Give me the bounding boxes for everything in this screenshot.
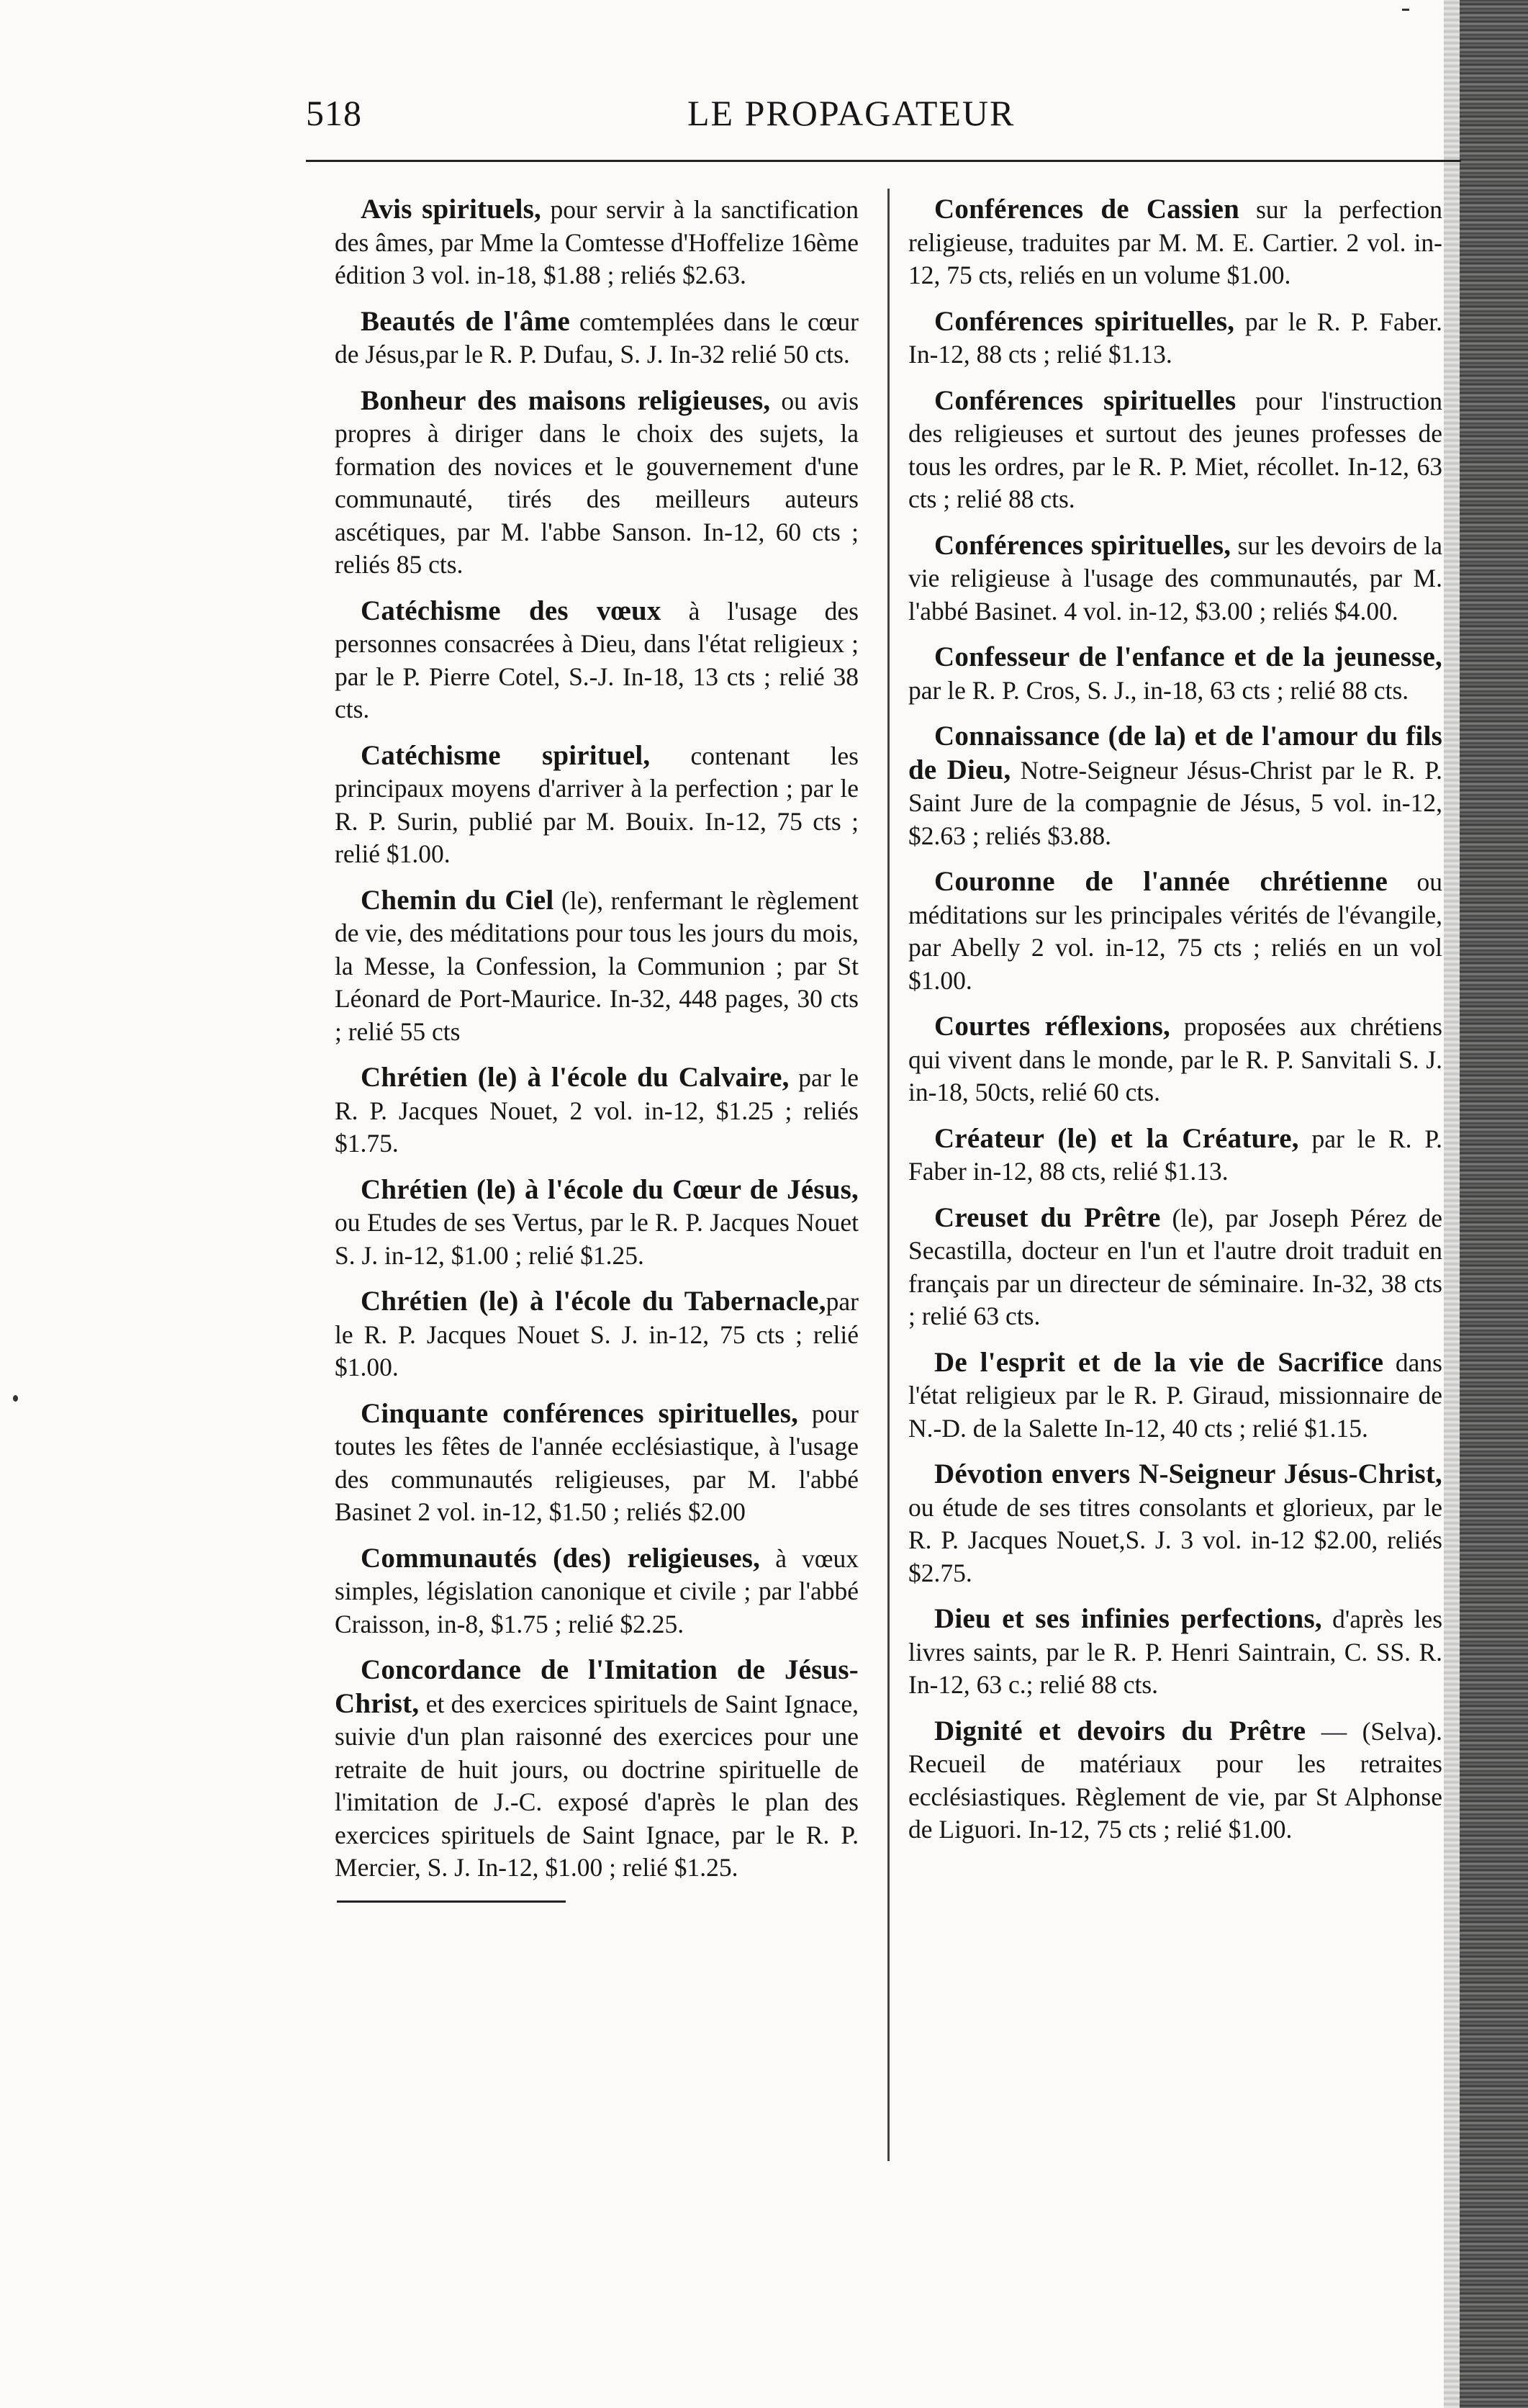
entry-text: comtemplées dans le cœur de Jésus,par le R. P. Dufau, S. J. In-32 relié 50 cts. <box>335 307 859 369</box>
entry-title: Catéchisme spirituel, <box>361 739 651 771</box>
scan-edge <box>1460 0 1528 2408</box>
catalog-entry <box>908 1458 1442 1589</box>
entry-text: sur la perfection religieuse, traduites par M. M. E. Cartier. 2 vol. in-12, 75 cts, reliés en un volume $1.00. <box>908 195 1442 289</box>
catalog-entry <box>908 1715 1442 1846</box>
entry-text: par le R. P. Jacques Nouet, 2 vol. in-12, $1.25 ; reliés $1.75. <box>335 1063 859 1158</box>
entry-text: par le R. P. Cros, S. J., in-18, 63 cts ; relié 88 cts. <box>908 675 1409 705</box>
entry-text: par le R. P. Faber. In-12, 88 cts ; relié $1.13. <box>908 307 1442 369</box>
entry-text: ou étude de ses titres consolants et glorieux, par le R. P. Jacques Nouet,S. J. 3 vol. in-12 $2.00, reliés $2.75. <box>908 1492 1442 1587</box>
entry-text: proposées aux chrétiens qui vivent dans le monde, par le R. P. Sanvitali S. J. in-18, 50cts, relié 60 cts. <box>908 1012 1442 1106</box>
entry-text: pour l'instruction des religieuses et surtout des jeunes professes de tous les ordres, par le R. P. Miet, récollet. In-12, 63 cts ; relié 88 cts. <box>908 386 1442 513</box>
entry-title: Connaissance (de la) et de l'amour du fils de Dieu, <box>908 721 1442 785</box>
entry-text: sur les devoirs de la vie religieuse à l'usage des communautés, par M. l'abbé Basinet. 4 vol. in-12, $3.00 ; reliés $4.00. <box>908 531 1442 626</box>
catalog-entry <box>908 1122 1442 1189</box>
catalog-entry <box>335 1654 859 1885</box>
entry-title: Cinquante conférences spirituelles, <box>361 1397 799 1429</box>
section-rule <box>337 1900 566 1903</box>
catalog-entry <box>335 739 859 871</box>
catalog-entry <box>908 1346 1442 1446</box>
entry-text: et des exercices spirituels de Saint Ignace, suivie d'un plan raisonné des exercices pour une retraite de huit jours, ou doctrine spirituelle de l'imitation de J.-C. exposé d'après le plan des exercices spirituels de Saint Ignace, par le R. P. Mercier, S. J. In-12, $1.00 ; relié $1.25. <box>335 1689 859 1882</box>
column-divider <box>887 189 890 2161</box>
entry-text: d'après les livres saints, par le R. P. Henri Saintrain, C. SS. R. In-12, 63 c.; relié 88 cts. <box>908 1605 1443 1699</box>
catalog-entry <box>908 1201 1442 1333</box>
entry-title: Créateur (le) et la Créature, <box>934 1122 1299 1154</box>
entry-text: pour toutes les fêtes de l'année ecclésiastique, à l'usage des communautés religieuses, par M. l'abbé Basinet 2 vol. in-12, $1.50 ; reliés $2.00 <box>335 1399 859 1526</box>
entry-text: par le R. P. Jacques Nouet S. J. in-12, 75 cts ; relié $1.00. <box>335 1287 859 1381</box>
entry-title: Concordance de l'Imitation de Jésus-Christ, <box>335 1654 859 1719</box>
entry-title: Creuset du Prêtre <box>934 1201 1161 1233</box>
catalog-entry <box>908 193 1442 292</box>
catalog-entry <box>335 305 859 371</box>
scan-mark <box>1402 9 1409 11</box>
catalog-entry <box>335 595 859 726</box>
catalog-entry <box>335 884 859 1049</box>
catalog-entry <box>908 865 1442 997</box>
entry-text: Notre-Seigneur Jésus-Christ par le R. P. Saint Jure de la compagnie de Jésus, 5 vol. in-12, $2.63 ; reliés $3.88. <box>908 755 1443 850</box>
entry-title: Chrétien (le) à l'école du Tabernacle, <box>361 1286 826 1317</box>
catalog-entry <box>335 1061 859 1160</box>
entry-title: Avis spirituels, <box>361 194 541 225</box>
catalog-entry <box>335 1397 859 1529</box>
entry-title: Dieu et ses infinies perfections, <box>934 1603 1322 1634</box>
page-number: 518 <box>306 93 362 133</box>
catalog-entry <box>335 193 859 292</box>
catalog-entry <box>335 1173 859 1273</box>
catalog-entry <box>335 1285 859 1384</box>
entry-text: à vœux simples, législation canonique et civile ; par l'abbé Craisson, in-8, $1.75 ; relié $2.25. <box>335 1543 859 1638</box>
running-head: LE PROPAGATEUR <box>687 93 1016 133</box>
entry-title: De l'esprit et de la vie de Sacrifice <box>934 1346 1384 1378</box>
right-column <box>908 193 1442 1859</box>
entry-text: — (Selva). Recueil de matériaux pour les retraites ecclésiastiques. Règlement de vie, par St Alphonse de Liguori. In-12, 75 cts ; relié $1.00. <box>908 1716 1442 1844</box>
catalog-entry <box>908 1010 1442 1109</box>
entry-title: Conférences spirituelles, <box>934 529 1231 561</box>
entry-title: Conférences spirituelles <box>934 384 1237 416</box>
catalog-entry <box>908 384 1442 516</box>
entry-title: Catéchisme des vœux <box>361 595 661 626</box>
catalog-entry <box>908 529 1442 628</box>
catalog-entry <box>908 1602 1442 1702</box>
entry-text: pour servir à la sanctification des âmes, par Mme la Comtesse d'Hoffelize 16ème édition 3 vol. in-18, $1.88 ; reliés $2.63. <box>335 195 859 289</box>
catalog-entry <box>908 641 1442 707</box>
entry-text: ou avis propres à diriger dans le choix des sujets, la formation des novices et le gouvernement d'une communauté, tirés des meilleurs auteurs ascétiques, par M. l'abbe Sanson. In-12, 60 cts ; reliés 85 cts. <box>335 386 859 579</box>
entry-title: Courtes réflexions, <box>934 1011 1170 1042</box>
entry-title: Confesseur de l'enfance et de la jeunesse, <box>934 641 1442 672</box>
entry-title: Dévotion envers N-Seigneur Jésus-Christ, <box>934 1458 1442 1489</box>
entry-text: ou Etudes de ses Vertus, par le R. P. Jacques Nouet S. J. in-12, $1.00 ; relié $1.25. <box>335 1208 859 1270</box>
scan-edge-shadow <box>1444 0 1460 2408</box>
entry-text: (le), renfermant le règlement de vie, des méditations pour tous les jours du mois, la Messe, la Confession, la Communion ; par St Léonard de Port-Maurice. In-32, 448 pages, 30 cts ; relié 55 cts <box>335 885 859 1046</box>
entry-text: contenant les principaux moyens d'arriver à la perfection ; par le R. P. Surin, publié par M. Bouix. In-12, 75 cts ; relié $1.00. <box>335 741 859 868</box>
entry-title: Couronne de l'année chrétienne <box>934 866 1388 897</box>
entry-title: Conférences de Cassien <box>934 194 1240 225</box>
entry-title: Chrétien (le) à l'école du Cœur de Jésus, <box>361 1173 859 1205</box>
catalog-entry <box>908 305 1442 371</box>
entry-text: dans l'état religieux par le R. P. Giraud, missionnaire de N.-D. de la Salette In-12, 40 cts ; relié $1.15. <box>908 1348 1442 1443</box>
entry-text: par le R. P. Faber in-12, 88 cts, relié $1.13. <box>908 1124 1442 1186</box>
catalog-entry <box>335 384 859 582</box>
catalog-entry <box>335 1542 859 1641</box>
entry-title: Beautés de l'âme <box>361 305 570 337</box>
catalog-entry <box>908 720 1442 852</box>
left-column <box>335 193 859 1898</box>
scan-dot <box>13 1395 18 1402</box>
entry-title: Communautés (des) religieuses, <box>361 1542 761 1574</box>
entry-title: Chemin du Ciel <box>361 884 554 916</box>
entry-title: Bonheur des maisons religieuses, <box>361 384 771 416</box>
entry-title: Dignité et devoirs du Prêtre <box>934 1715 1306 1746</box>
entry-title: Conférences spirituelles, <box>934 305 1235 337</box>
entry-text: à l'usage des personnes consacrées à Dieu, dans l'état religieux ; par le P. Pierre Cotel, S.-J. In-18, 13 cts ; relié 38 cts. <box>335 596 859 723</box>
entry-text: ou méditations sur les principales vérités de l'évangile, par Abelly 2 vol. in-12, 75 cts ; reliés en un vol $1.00. <box>908 867 1443 995</box>
entry-text: (le), par Joseph Pérez de Secastilla, docteur en l'un et l'autre droit traduit en français par un directeur de séminaire. In-32, 38 cts ; relié 63 cts. <box>908 1203 1442 1330</box>
header-rule <box>306 160 1461 162</box>
entry-title: Chrétien (le) à l'école du Calvaire, <box>361 1062 790 1093</box>
